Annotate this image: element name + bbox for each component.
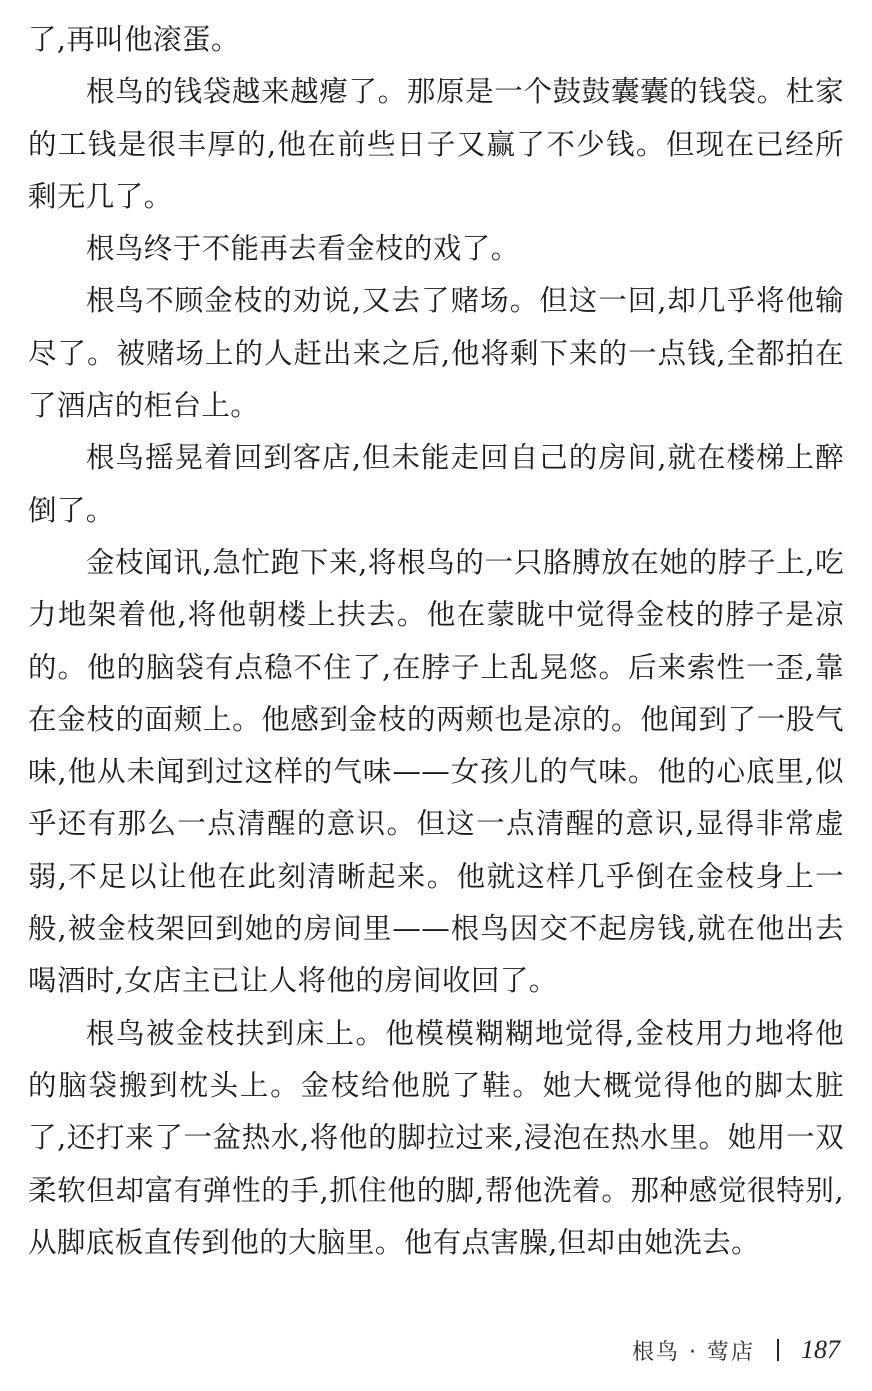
paragraph: 根鸟的钱袋越来越瘪了。那原是一个鼓鼓囊囊的钱袋。杜家的工钱是很丰厚的,他在前些日子又赢了不少钱。但现在已经所剩无几了。: [28, 75, 844, 213]
paragraph: 了,再叫他滚蛋。: [28, 23, 240, 56]
footer-divider: [777, 1339, 779, 1361]
page-number: 187: [801, 1335, 840, 1364]
running-title: 根鸟 · 莺店: [632, 1339, 755, 1365]
paragraph: 根鸟被金枝扶到床上。他模模糊糊地觉得,金枝用力地将他的脑袋搬到枕头上。金枝给他脱了鞋。她大概觉得他的脚太脏了,还打来了一盆热水,将他的脚拉过来,浸泡在热水里。她用一双柔软但却富有弹性的手,抓住他的脚,帮他洗着。那种感觉很特别,从脚底板直传到他的大脑里。他有点害臊,但却由她洗去。: [28, 1016, 844, 1259]
paragraph: 金枝闻讯,急忙跑下来,将根鸟的一只胳膊放在她的脖子上,吃力地架着他,将他朝楼上扶去。他在蒙眬中觉得金枝的脖子是凉的。他的脑袋有点稳不住了,在脖子上乱晃悠。后来索性一歪,靠在金枝的面颊上。他感到金枝的两颊也是凉的。他闻到了一股气味,他从未闻到过这样的气味——女孩儿的气味。他的心底里,似乎还有那么一点清醒的意识。但这一点清醒的意识,显得非常虚弱,不足以让他在此刻清晰起来。他就这样几乎倒在金枝身上一般,被金枝架回到她的房间里——根鸟因交不起房钱,就在他出去喝酒时,女店主已让人将他的房间收回了。: [28, 545, 844, 998]
paragraph: 根鸟摇晃着回到客店,但未能走回自己的房间,就在楼梯上醉倒了。: [28, 441, 844, 527]
body-text: [28, 14, 844, 1269]
paragraph: 根鸟不顾金枝的劝说,又去了赌场。但这一回,却几乎将他输尽了。被赌场上的人赶出来之后,他将剩下来的一点钱,全都拍在了酒店的柜台上。: [28, 284, 844, 423]
paragraph: 根鸟终于不能再去看金枝的戏了。: [86, 232, 520, 266]
page-footer: [632, 1330, 840, 1370]
